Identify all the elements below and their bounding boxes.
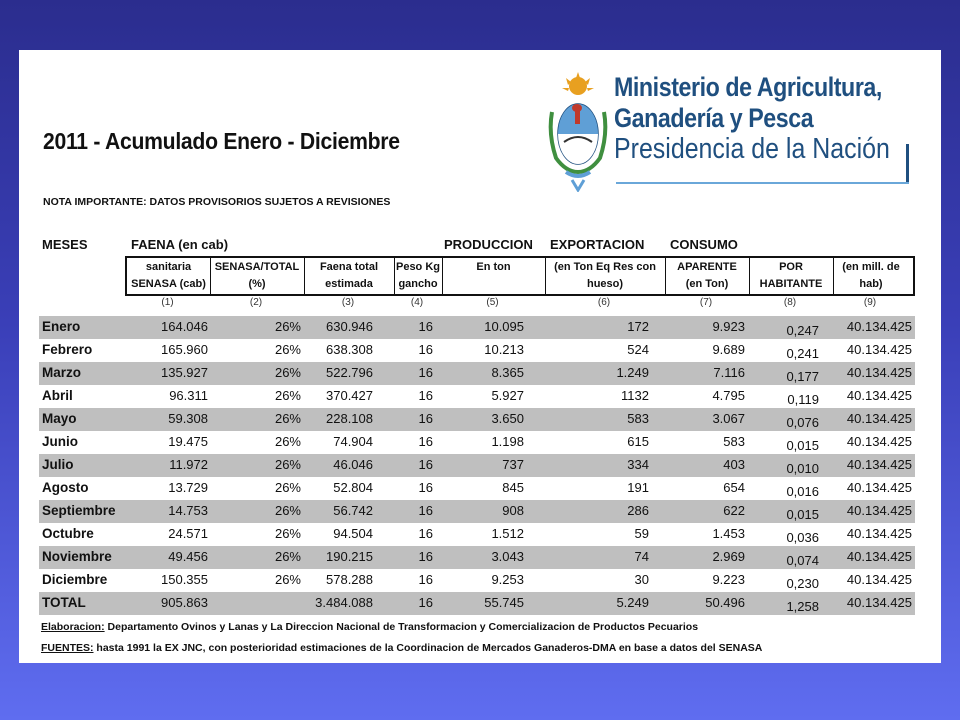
table-cell: 905.863 <box>161 595 208 610</box>
subheader-line1: (en Ton Eq Res con <box>554 261 656 273</box>
subheader-line2: hab) <box>859 278 883 290</box>
table-cell: 96.311 <box>169 388 208 403</box>
table-row <box>39 339 915 362</box>
table-cell: 16 <box>418 457 433 472</box>
table-cell: 2.969 <box>712 549 745 564</box>
table-cell: 26% <box>274 434 301 449</box>
logo-text <box>614 74 935 164</box>
subheader-line1: sanitaria <box>145 261 192 273</box>
table-cell: 40.134.425 <box>846 595 912 610</box>
table-cell: 583 <box>627 411 649 426</box>
table-cell: 24.571 <box>168 526 208 541</box>
table-cell: 56.742 <box>333 503 373 518</box>
subheader-line2: gancho <box>398 278 438 290</box>
table-cell: 26% <box>274 319 301 334</box>
table-row <box>39 431 915 454</box>
table-cell: 9.253 <box>491 572 524 587</box>
subheader-line1: Peso Kg <box>395 261 440 273</box>
table-cell: 16 <box>418 411 433 426</box>
table-cell: 522.796 <box>326 365 373 380</box>
month-label: TOTAL <box>42 595 86 610</box>
table-cell: 0,076 <box>786 415 819 430</box>
table-cell: 0,119 <box>787 392 819 407</box>
table-cell: 3.484.088 <box>315 595 373 610</box>
table-cell: 1.249 <box>616 365 649 380</box>
table-cell: 403 <box>723 457 745 472</box>
footer-elaboracion-text: Departamento Ovinos y Lanas y La Direccion Nacional de Transformacion y Comercializacion de Productos Pecuarios <box>104 621 699 633</box>
logo-line-presidencia: Presidencia de la Nación <box>614 133 890 165</box>
table-cell: 26% <box>274 572 301 587</box>
table-cell: 164.046 <box>161 319 208 334</box>
table-cell: 26% <box>274 503 301 518</box>
table-cell: 638.308 <box>326 342 373 357</box>
footer-elaboracion-label: Elaboracion: <box>41 621 105 633</box>
month-label: Octubre <box>42 526 94 541</box>
table-row <box>39 477 915 500</box>
month-label: Septiembre <box>42 503 116 518</box>
table-cell: 40.134.425 <box>846 411 912 426</box>
column-number: (7) <box>699 297 713 308</box>
table-cell: 737 <box>502 457 524 472</box>
table-cell: 74 <box>634 549 649 564</box>
table-cell: 10.213 <box>484 342 524 357</box>
column-number: (8) <box>783 297 797 308</box>
table-cell: 30 <box>634 572 649 587</box>
table-cell: 16 <box>418 365 433 380</box>
subheader-line1: (en mill. de <box>842 261 900 273</box>
table-cell: 14.753 <box>168 503 208 518</box>
logo-divider <box>906 144 909 184</box>
column-number: (2) <box>249 297 263 308</box>
header-exportacion: EXPORTACION <box>550 237 645 252</box>
subheader-line2: (%) <box>248 278 266 290</box>
table-row <box>39 454 915 477</box>
subheader-box <box>125 256 915 296</box>
month-label: Julio <box>42 457 74 472</box>
subheader-separator <box>749 258 750 294</box>
table-cell: 370.427 <box>326 388 373 403</box>
table-cell: 11.972 <box>169 457 208 472</box>
table-cell: 5.927 <box>491 388 524 403</box>
table-cell: 9.223 <box>712 572 745 587</box>
subheader-line2: HABITANTE <box>759 278 823 290</box>
subheader-8 <box>749 258 833 294</box>
column-number: (4) <box>410 297 424 308</box>
table-cell: 0,177 <box>786 369 819 384</box>
table-cell: 3.650 <box>491 411 524 426</box>
table-cell: 3.067 <box>712 411 745 426</box>
table-cell: 16 <box>418 388 433 403</box>
table-cell: 16 <box>418 342 433 357</box>
table-cell: 150.355 <box>161 572 208 587</box>
table-cell: 26% <box>274 365 301 380</box>
subheader-line2: hueso) <box>586 278 624 290</box>
table-cell: 1132 <box>621 388 649 403</box>
column-number: (3) <box>341 297 355 308</box>
table-cell: 5.249 <box>616 595 649 610</box>
table-row <box>39 316 915 339</box>
table-cell: 59 <box>634 526 649 541</box>
subheader-separator <box>545 258 546 294</box>
table-cell: 40.134.425 <box>846 526 912 541</box>
month-label: Enero <box>42 319 81 334</box>
table-cell: 16 <box>418 595 433 610</box>
table-cell: 40.134.425 <box>846 434 912 449</box>
subheader-line2: estimada <box>325 278 373 290</box>
logo-line-ganaderia: Ganadería y Pesca <box>614 103 814 133</box>
table-cell: 40.134.425 <box>846 457 912 472</box>
subheader-separator <box>442 258 443 294</box>
table-cell: 3.043 <box>491 549 524 564</box>
table-cell: 46.046 <box>333 457 373 472</box>
column-number: (6) <box>597 297 611 308</box>
important-note: NOTA IMPORTANTE: DATOS PROVISORIOS SUJETOS A REVISIONES <box>43 196 391 208</box>
column-number: (1) <box>161 297 174 308</box>
table-cell: 74.904 <box>333 434 373 449</box>
subheader-line1: APARENTE <box>677 261 737 273</box>
table-cell: 40.134.425 <box>846 480 912 495</box>
table-cell: 40.134.425 <box>846 319 912 334</box>
logo-underline <box>616 182 909 184</box>
subheader-line2: (en Ton) <box>685 278 729 290</box>
table-cell: 1.198 <box>491 434 524 449</box>
table-cell: 524 <box>627 342 649 357</box>
table-cell: 40.134.425 <box>846 342 912 357</box>
table-cell: 59.308 <box>168 411 208 426</box>
table-cell: 135.927 <box>161 365 208 380</box>
table-cell: 10.095 <box>484 319 524 334</box>
table-cell: 1.512 <box>491 526 524 541</box>
table-cell: 0,036 <box>786 530 819 545</box>
table-cell: 26% <box>274 480 301 495</box>
table-cell: 16 <box>418 319 433 334</box>
subheader-separator <box>833 258 834 294</box>
subheader-5 <box>442 258 545 294</box>
table-cell: 578.288 <box>326 572 373 587</box>
month-label: Noviembre <box>42 549 112 564</box>
coat-of-arms-icon <box>546 72 610 192</box>
table-cell: 26% <box>274 526 301 541</box>
table-cell: 0,241 <box>786 346 819 361</box>
footer-fuentes-text: hasta 1991 la EX JNC, con posterioridad estimaciones de la Coordinacion de Mercados Ganaderos-DMA en base a datos del SENASA <box>93 642 763 654</box>
header-faena: FAENA (en cab) <box>131 237 229 252</box>
table-cell: 228.108 <box>326 411 373 426</box>
table-cell: 1,258 <box>786 599 819 614</box>
table-cell: 40.134.425 <box>846 388 912 403</box>
table-cell: 190.215 <box>326 549 373 564</box>
table-cell: 334 <box>627 457 649 472</box>
table-cell: 8.365 <box>491 365 524 380</box>
header-meses: MESES <box>42 237 88 252</box>
table-cell: 630.946 <box>326 319 373 334</box>
subheader-4 <box>394 258 442 294</box>
table-cell: 16 <box>418 503 433 518</box>
table-cell: 49.456 <box>168 549 208 564</box>
column-number: (9) <box>863 297 877 308</box>
table-cell: 16 <box>418 526 433 541</box>
month-label: Mayo <box>42 411 77 426</box>
table-cell: 0,015 <box>786 507 819 522</box>
table-cell: 0,010 <box>786 461 819 476</box>
table-cell: 26% <box>274 457 301 472</box>
month-label: Junio <box>42 434 78 449</box>
page-title: 2011 - Acumulado Enero - Diciembre <box>43 128 400 154</box>
table-row <box>39 546 915 569</box>
table-cell: 52.804 <box>333 480 373 495</box>
subheader-3 <box>304 258 394 294</box>
subheader-separator <box>210 258 211 294</box>
table-cell: 0,247 <box>786 323 819 338</box>
month-label: Febrero <box>42 342 93 357</box>
table-cell: 26% <box>274 549 301 564</box>
table-row <box>39 385 915 408</box>
table-cell: 26% <box>274 342 301 357</box>
table-cell: 16 <box>418 572 433 587</box>
table-cell: 40.134.425 <box>846 503 912 518</box>
table-cell: 9.923 <box>712 319 745 334</box>
table-cell: 0,015 <box>786 438 819 453</box>
table-cell: 16 <box>418 549 433 564</box>
table-cell: 16 <box>418 434 433 449</box>
table-cell: 654 <box>723 480 745 495</box>
table-cell: 40.134.425 <box>846 572 912 587</box>
table-cell: 4.795 <box>712 388 745 403</box>
table-cell: 0,074 <box>786 553 819 568</box>
table-cell: 908 <box>502 503 524 518</box>
table-cell: 26% <box>274 411 301 426</box>
table-cell: 55.745 <box>484 595 524 610</box>
footer-fuentes-label: FUENTES: <box>41 642 94 654</box>
table-cell: 191 <box>627 480 649 495</box>
table-cell: 9.689 <box>712 342 745 357</box>
table-cell: 1.453 <box>712 526 745 541</box>
subheader-separator <box>394 258 395 294</box>
table-cell: 845 <box>502 480 524 495</box>
footer-fuentes <box>41 642 762 654</box>
subheader-line2: En ton <box>476 261 511 273</box>
subheader-9 <box>833 258 909 294</box>
subheader-line1: SENASA/TOTAL <box>214 261 300 273</box>
month-label: Abril <box>42 388 73 403</box>
table-cell: 165.960 <box>161 342 208 357</box>
subheader-separator <box>665 258 666 294</box>
table-row <box>39 592 915 615</box>
subheader-separator <box>304 258 305 294</box>
table-row <box>39 500 915 523</box>
footer-elaboracion <box>41 621 698 633</box>
month-label: Agosto <box>42 480 89 495</box>
subheader-line1: POR <box>779 261 803 273</box>
table-cell: 286 <box>627 503 649 518</box>
month-label: Diciembre <box>42 572 108 587</box>
header-consumo: CONSUMO <box>670 237 738 252</box>
subheader-1 <box>127 258 210 294</box>
subheader-line1: Faena total <box>319 261 379 273</box>
subheader-2 <box>210 258 304 294</box>
header-produccion: PRODUCCION <box>444 237 533 252</box>
table-cell: 19.475 <box>168 434 208 449</box>
table-row <box>39 523 915 546</box>
subheader-line2: SENASA (cab) <box>131 278 206 290</box>
subheader-6 <box>545 258 665 294</box>
table-cell: 172 <box>627 319 649 334</box>
table-cell: 16 <box>418 480 433 495</box>
data-table <box>39 316 915 615</box>
table-row <box>39 569 915 592</box>
table-cell: 13.729 <box>168 480 208 495</box>
table-row <box>39 362 915 385</box>
month-label: Marzo <box>42 365 82 380</box>
table-cell: 40.134.425 <box>846 365 912 380</box>
column-number: (5) <box>486 297 499 308</box>
table-cell: 622 <box>723 503 745 518</box>
ministry-logo <box>546 72 926 192</box>
table-cell: 26% <box>274 388 301 403</box>
table-cell: 0,016 <box>786 484 819 499</box>
table-cell: 7.116 <box>713 365 745 380</box>
table-cell: 583 <box>723 434 745 449</box>
table-row <box>39 408 915 431</box>
table-cell: 40.134.425 <box>846 549 912 564</box>
table-cell: 0,230 <box>786 576 819 591</box>
table-cell: 50.496 <box>705 595 745 610</box>
subheader-7 <box>665 258 749 294</box>
logo-line-ministerio: Ministerio de Agricultura, <box>614 72 882 102</box>
slide <box>19 50 941 663</box>
table-cell: 615 <box>627 434 649 449</box>
table-cell: 94.504 <box>333 526 373 541</box>
